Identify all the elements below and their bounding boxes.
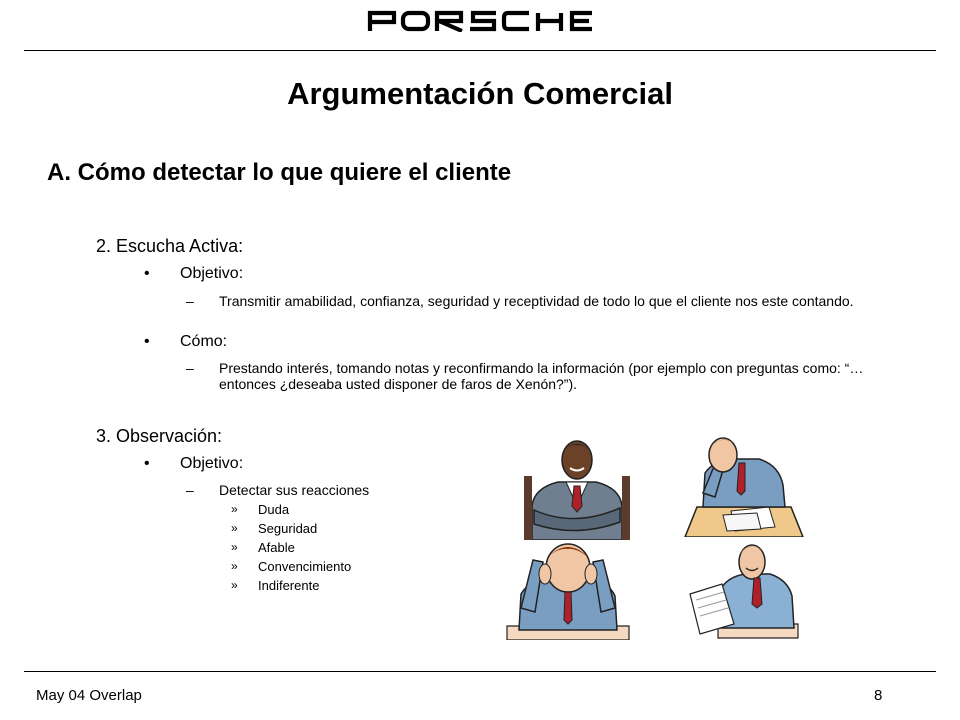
bullet-dash: –: [186, 482, 194, 498]
reaccion-item: [231, 521, 318, 536]
reaccion-item: [231, 540, 295, 555]
escucha-como-text: Prestando interés, tomando notas y reconfirmando la información (por ejemplo con preguntas como: “…entonces ¿deseaba usted disponer de faros de Xenón?”).: [219, 360, 864, 392]
reaccion-label: Convencimiento: [258, 559, 352, 574]
bullet-dot: •: [144, 455, 150, 472]
reaccion-label: Afable: [258, 540, 295, 555]
reaccion-item: [231, 559, 352, 574]
escucha-heading: 2. Escucha Activa:: [96, 236, 244, 256]
escucha-como-detail: [186, 360, 919, 392]
slide-title: Argumentación Comercial: [287, 76, 673, 111]
reaccion-item: [231, 502, 290, 517]
bullet-dash: –: [186, 293, 194, 309]
observacion-heading: 3. Observación:: [96, 426, 223, 446]
escucha-objetivo-detail: [186, 293, 919, 309]
observacion-objetivo-label: Objetivo:: [180, 455, 244, 472]
bullet-raquo: »: [231, 578, 238, 592]
observacion-objetivo-text: Detectar sus reacciones: [219, 482, 370, 498]
escucha-objetivo-item: [144, 265, 244, 283]
section-subtitle: A. Cómo detectar lo que quiere el cliente: [47, 159, 512, 186]
reaccion-label: Duda: [258, 502, 290, 517]
reaccion-label: Indiferente: [258, 578, 320, 593]
escucha-como-label: Cómo:: [180, 333, 228, 350]
bullet-raquo: »: [231, 540, 238, 554]
reaccion-item: [231, 578, 320, 593]
bullet-raquo: »: [231, 502, 238, 516]
observacion-objetivo-item: [144, 455, 244, 473]
bullet-raquo: »: [231, 559, 238, 573]
reaccion-label: Seguridad: [258, 521, 318, 536]
bored-man-at-desk-illustration: [683, 433, 805, 537]
escucha-objetivo-text: Transmitir amabilidad, confianza, seguridad y receptividad de todo lo que el cliente nos este contando.: [219, 293, 854, 309]
observacion-objetivo-detail: [186, 482, 459, 498]
bullet-dot: •: [144, 333, 150, 350]
bullet-raquo: »: [231, 521, 238, 535]
header-rule: [24, 50, 936, 51]
footer-rule: [24, 671, 936, 672]
escucha-como-item: [144, 333, 228, 351]
footer-date: May 04 Overlap: [36, 687, 142, 704]
bullet-dash: –: [186, 360, 194, 376]
porsche-logo: [0, 10, 960, 37]
worried-man-illustration: [505, 538, 631, 640]
porsche-wordmark-icon: [367, 10, 593, 32]
bullet-dot: •: [144, 265, 150, 282]
escucha-objetivo-label: Objetivo:: [180, 265, 244, 282]
confident-businessman-illustration: [524, 436, 630, 540]
laughing-man-with-papers-illustration: [688, 540, 800, 640]
page-number: 8: [874, 687, 883, 704]
